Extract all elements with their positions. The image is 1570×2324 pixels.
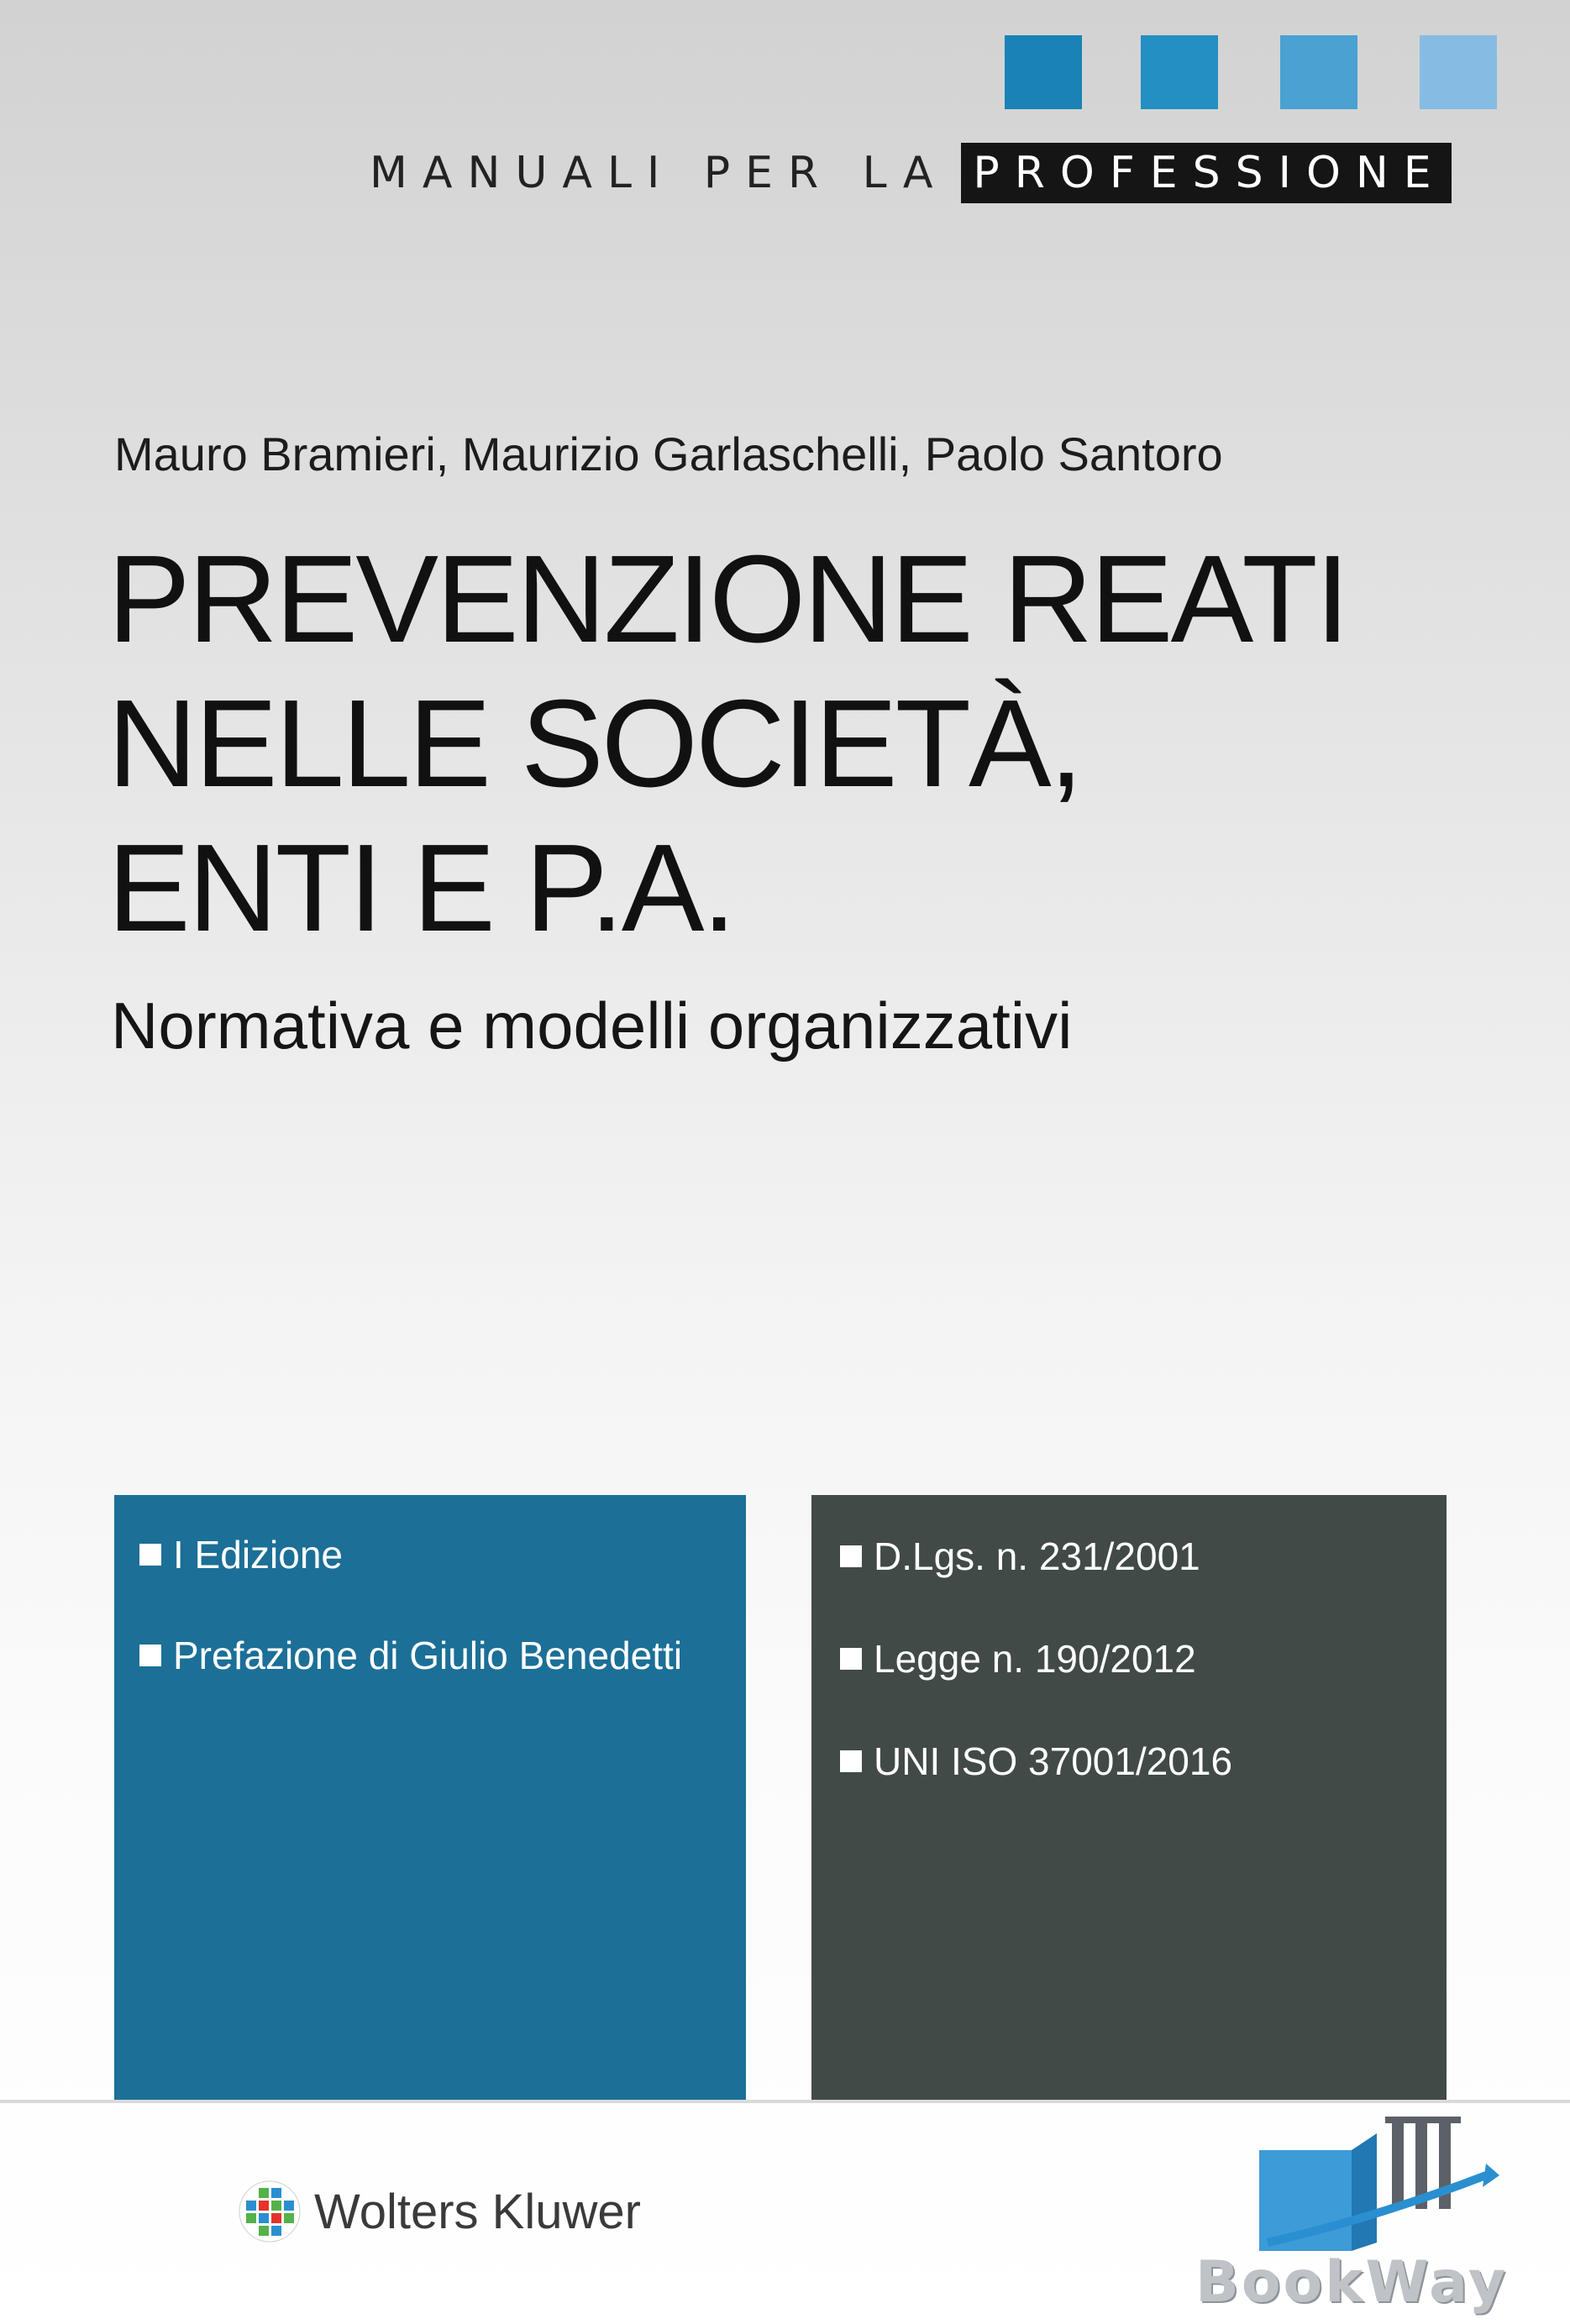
title-line-2: NELLE SOCIETÀ, bbox=[108, 674, 1081, 813]
book-subtitle: Normativa e modelli organizzativi bbox=[111, 989, 1073, 1062]
regulation-item bbox=[840, 1636, 1447, 1681]
square-bullet-icon bbox=[840, 1648, 862, 1670]
regulation-label: UNI ISO 37001/2016 bbox=[874, 1739, 1233, 1783]
series-prefix: MANUALI PER LA bbox=[370, 148, 948, 198]
title-line-3: ENTI E P.A. bbox=[108, 819, 734, 957]
edition-item bbox=[139, 1532, 746, 1577]
bookway-watermark bbox=[1179, 2100, 1570, 2324]
square-bullet-icon bbox=[139, 1544, 161, 1566]
book-title bbox=[108, 527, 1347, 961]
edition-panel bbox=[114, 1495, 746, 2100]
bookway-logo-icon bbox=[1251, 2117, 1503, 2259]
series-square-4 bbox=[1420, 35, 1497, 109]
authors: Mauro Bramieri, Maurizio Garlaschelli, Paolo Santoro bbox=[114, 428, 1223, 480]
edition-label: I Edizione bbox=[173, 1533, 344, 1576]
square-bullet-icon bbox=[840, 1545, 862, 1567]
regulations-panel bbox=[811, 1495, 1447, 2100]
series-square-1 bbox=[1005, 35, 1082, 109]
title-line-1: PREVENZIONE REATI bbox=[108, 530, 1347, 669]
watermark-text: BookWay bbox=[1195, 2249, 1509, 2316]
publisher-logo bbox=[237, 2179, 641, 2244]
wolters-kluwer-logo-icon bbox=[237, 2179, 302, 2244]
square-bullet-icon bbox=[139, 1645, 161, 1666]
publisher-name: Wolters Kluwer bbox=[314, 2184, 641, 2239]
regulation-item bbox=[840, 1534, 1447, 1579]
series-square-3 bbox=[1280, 35, 1357, 109]
series-square-2 bbox=[1141, 35, 1218, 109]
preface-label: Prefazione di Giulio Benedetti bbox=[173, 1634, 683, 1677]
regulation-label: D.Lgs. n. 231/2001 bbox=[874, 1534, 1200, 1578]
series-label bbox=[370, 143, 1452, 203]
series-highlight: PROFESSIONE bbox=[961, 143, 1451, 203]
preface-item bbox=[139, 1633, 746, 1678]
regulation-label: Legge n. 190/2012 bbox=[874, 1637, 1196, 1681]
regulation-item bbox=[840, 1739, 1447, 1784]
square-bullet-icon bbox=[840, 1750, 862, 1772]
